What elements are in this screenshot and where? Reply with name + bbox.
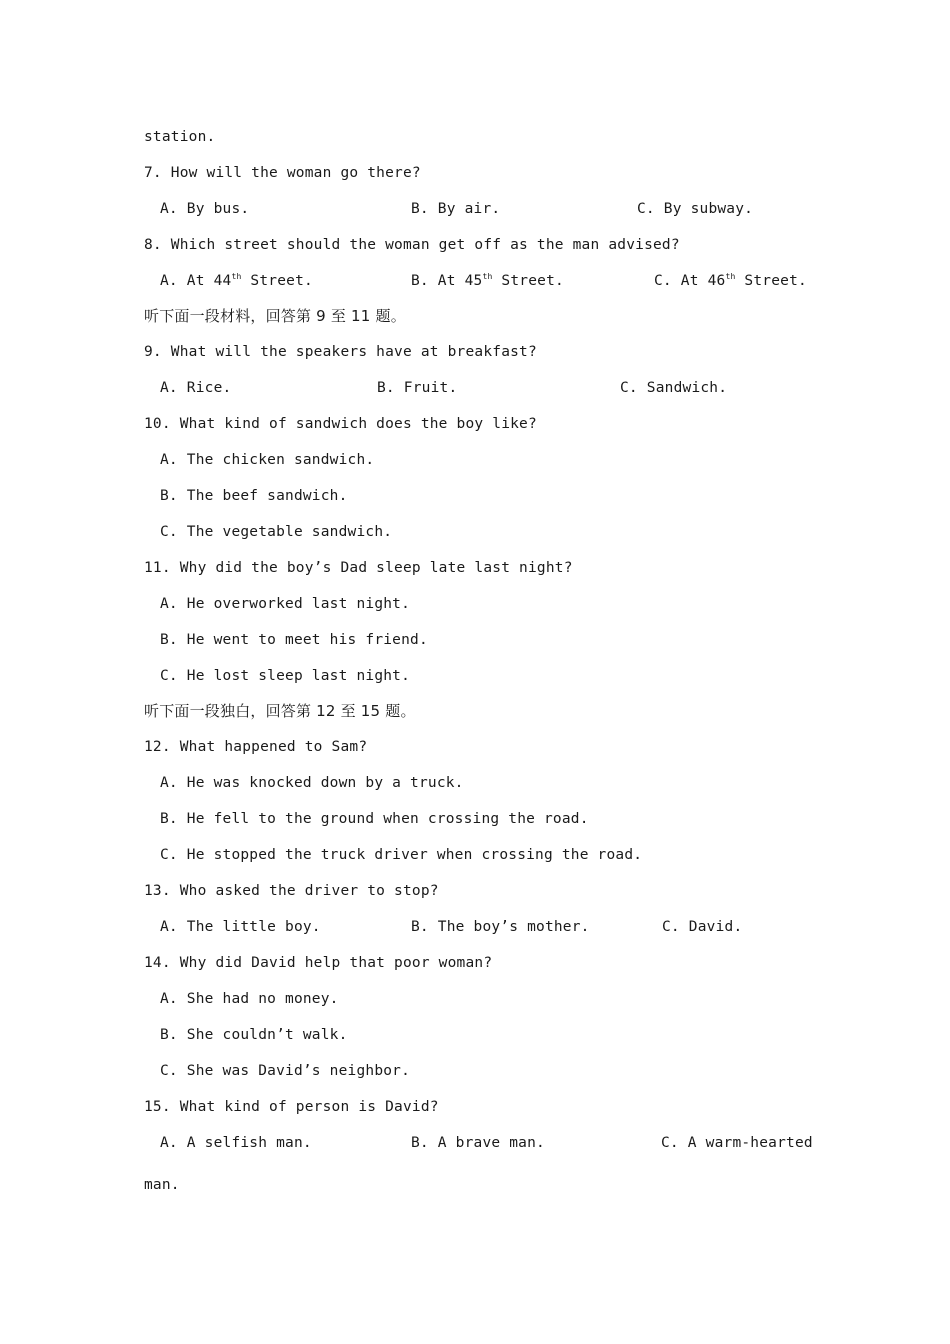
question-10-stem: 10. What kind of sandwich does the boy like?: [144, 416, 537, 432]
question-12-option-c: C. He stopped the truck driver when crossing the road.: [160, 847, 643, 863]
question-12-option-b: B. He fell to the ground when crossing the road.: [160, 811, 589, 827]
question-13-option-b: B. The boy’s mother.: [411, 919, 590, 935]
question-8-stem: 8. Which street should the woman get off as the man advised?: [144, 237, 680, 253]
question-9-stem: 9. What will the speakers have at breakfast?: [144, 344, 537, 360]
question-9-option-b: B. Fruit.: [377, 380, 458, 396]
question-10-option-c: C. The vegetable sandwich.: [160, 524, 393, 540]
question-15-stem: 15. What kind of person is David?: [144, 1099, 439, 1115]
question-10-option-a: A. The chicken sandwich.: [160, 452, 375, 468]
question-10-option-b: B. The beef sandwich.: [160, 488, 348, 504]
question-14-stem: 14. Why did David help that poor woman?: [144, 955, 493, 971]
question-13-option-a: A. The little boy.: [160, 919, 321, 935]
question-8-option-a: A. At 44th Street.: [160, 272, 313, 289]
question-13-option-c: C. David.: [662, 919, 743, 935]
question-11-stem: 11. Why did the boy’s Dad sleep late last night?: [144, 560, 573, 576]
question-11-option-a: A. He overworked last night.: [160, 596, 411, 612]
question-9-option-a: A. Rice.: [160, 380, 232, 396]
question-11-option-b: B. He went to meet his friend.: [160, 632, 428, 648]
question-14-option-c: C. She was David’s neighbor.: [160, 1063, 411, 1079]
question-12-option-a: A. He was knocked down by a truck.: [160, 775, 464, 791]
question-15-option-a: A. A selfish man.: [160, 1135, 312, 1151]
question-7-option-c: C. By subway.: [637, 201, 754, 217]
question-14-option-a: A. She had no money.: [160, 991, 339, 1007]
question-15-option-c-continuation: man.: [144, 1177, 180, 1193]
question-14-option-b: B. She couldn’t walk.: [160, 1027, 348, 1043]
question-13-stem: 13. Who asked the driver to stop?: [144, 883, 439, 899]
question-15-option-c: C. A warm-hearted: [661, 1135, 813, 1151]
section-instruction-12-15: 听下面一段独白，回答第 12 至 15 题。: [144, 702, 416, 720]
question-11-option-c: C. He lost sleep last night.: [160, 668, 411, 684]
question-7-option-b: B. By air.: [411, 201, 501, 217]
question-7-option-a: A. By bus.: [160, 201, 250, 217]
question-8-option-c: C. At 46th Street.: [654, 272, 807, 289]
question-8-option-b: B. At 45th Street.: [411, 272, 564, 289]
question-12-stem: 12. What happened to Sam?: [144, 739, 368, 755]
question-9-option-c: C. Sandwich.: [620, 380, 728, 396]
section-instruction-9-11: 听下面一段材料，回答第 9 至 11 题。: [144, 307, 406, 325]
continuation-text: station.: [144, 129, 216, 145]
question-7-stem: 7. How will the woman go there?: [144, 165, 421, 181]
question-15-option-b: B. A brave man.: [411, 1135, 545, 1151]
